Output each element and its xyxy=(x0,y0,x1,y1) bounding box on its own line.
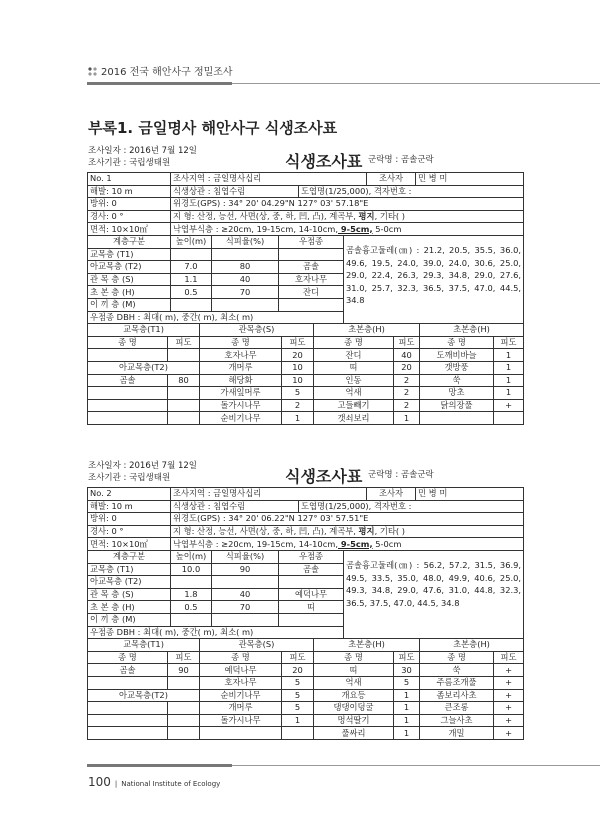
table-row xyxy=(88,676,524,689)
layer-dominant: 예덕나무 xyxy=(279,588,344,601)
species-name: 주름조개풀 xyxy=(420,676,494,689)
species-name xyxy=(88,399,168,412)
cover-value: + xyxy=(494,702,524,715)
cover-value: 1 xyxy=(394,702,420,715)
survey-site: 조사지역 : 금일명사십리 xyxy=(171,173,367,186)
litter-options-end: 5-0cm xyxy=(372,223,402,234)
terrain-other: , 기타( ) xyxy=(374,526,405,537)
map-sheet: 도엽명(1/25,000), 격자번호 : xyxy=(299,185,524,198)
layer-header: 계층구분 xyxy=(88,235,171,248)
plot-area: 면적: 10×10㎡ xyxy=(88,223,171,236)
species-name: 해당화 xyxy=(200,374,282,387)
running-title: 2016 전국 해안사구 정밀조사 xyxy=(101,67,233,78)
species-name: 그늘사초 xyxy=(420,714,494,727)
page-number: 100 xyxy=(88,775,111,789)
surveyor-label: 조사자 xyxy=(367,488,416,501)
cover-value: 1 xyxy=(494,374,524,387)
species-name: 잔디 xyxy=(314,349,394,362)
species-name: 쑥 xyxy=(420,374,494,387)
litter-layer xyxy=(171,223,524,236)
column-header: 종 명 xyxy=(314,336,394,349)
map-sheet: 도엽명(1/25,000), 격자번호 : xyxy=(299,500,524,513)
layer-group-header: 초본층(H) xyxy=(314,324,420,337)
layer-name: 아교목층 (T2) xyxy=(88,576,171,589)
cover-value: 1 xyxy=(282,714,314,727)
cover-value: 10 xyxy=(282,361,314,374)
species-name: 호자나무 xyxy=(200,676,282,689)
species-name xyxy=(88,727,168,740)
species-name: 큰조롱 xyxy=(420,702,494,715)
species-name: 갯쇠보리 xyxy=(314,412,394,425)
survey-site: 조사지역 : 금일명사십리 xyxy=(171,488,367,501)
species-table xyxy=(87,323,524,425)
species-name: 띠 xyxy=(314,361,394,374)
cover-value: 2 xyxy=(394,387,420,400)
species-name: 멍석딸기 xyxy=(314,714,394,727)
layer-height: 0.5 xyxy=(171,601,212,614)
cover-value: 80 xyxy=(168,374,200,387)
table-row xyxy=(88,714,524,727)
survey-agency: 조사기관 : 국립생태원 xyxy=(88,473,171,483)
form-title: 식생조사표 xyxy=(285,152,363,171)
layer-group-header: 관목층(S) xyxy=(200,639,314,652)
species-name: 가새잎머루 xyxy=(200,387,282,400)
terrain-selected: 평지 xyxy=(358,211,375,222)
species-name xyxy=(88,349,168,362)
layer-dominant: 띠 xyxy=(279,601,344,614)
physiognomy: 식생상관 : 침엽수림 xyxy=(171,185,299,198)
column-header: 피도 xyxy=(168,336,200,349)
layer-dominant: 잔디 xyxy=(279,286,344,299)
cover-value: 1 xyxy=(394,714,420,727)
layer-dominant xyxy=(279,613,344,626)
form-title: 식생조사표 xyxy=(285,467,363,486)
site-info-table xyxy=(87,172,524,324)
cover-value xyxy=(168,349,200,362)
column-header: 피도 xyxy=(494,651,524,664)
species-name: 순비기나무 xyxy=(200,689,282,702)
dbh-girth-note: 곰솔흉고둘레(㎝) : 21.2, 20.5, 35.5, 36.0, 49.6, 19.5, 24.0, 39.0, 24.0, 30.6, 25.0, 29.0, 22.4, 26.3, 29.3, 34.8, 29.0, 27.6, 31.0, 25.7, 32.3, 36.5, 37.5, 47.0, 44.5, 34.8 xyxy=(344,235,524,323)
layer-group-header: 초본층(H) xyxy=(420,639,524,652)
column-header: 종 명 xyxy=(314,651,394,664)
cover-value: 40 xyxy=(394,349,420,362)
cover-value: 5 xyxy=(282,702,314,715)
table-row xyxy=(88,689,524,702)
layer-cover: 40 xyxy=(212,588,279,601)
footer-org: National Institute of Ecology xyxy=(121,780,221,788)
species-name: 도깨비바늘 xyxy=(420,349,494,362)
cover-value xyxy=(168,676,200,689)
cover-value: 1 xyxy=(494,387,524,400)
layer-header: 우점종 xyxy=(279,235,344,248)
species-name: 띠 xyxy=(314,664,394,677)
slope: 경사: 0 ° xyxy=(88,210,171,223)
layer-cover xyxy=(212,613,279,626)
layer-group-header: 교목층(T1) xyxy=(88,639,200,652)
column-header: 종 명 xyxy=(200,336,282,349)
page-title: 부록1. 금일명사 해안사구 식생조사표 xyxy=(88,119,338,137)
slope: 경사: 0 ° xyxy=(88,525,171,538)
layer-name: 관 목 층 (S) xyxy=(88,588,171,601)
species-name xyxy=(88,387,168,400)
surveyor-name: 민 병 미 xyxy=(416,173,524,186)
layer-cover: 70 xyxy=(212,601,279,614)
litter-layer xyxy=(171,538,524,551)
column-header: 피도 xyxy=(282,336,314,349)
cover-value: 10 xyxy=(282,374,314,387)
species-name: 풀싸리 xyxy=(314,727,394,740)
species-name: 아교목층(T2) xyxy=(88,361,200,374)
surveyor-name: 민 병 미 xyxy=(416,488,524,501)
cover-value: 2 xyxy=(282,399,314,412)
layer-name: 이 끼 층 (M) xyxy=(88,298,171,311)
dbh-girth-note: 곰솔흉고둘레(㎝) : 56.2, 57.2, 31.5, 36.9, 49.5, 33.5, 35.0, 48.0, 49.9, 40.6, 25.0, 49.3, 34.8, 29.0, 47.6, 31.0, 44.8, 32.3, 36.5, 37.5, 47.0, 44.5, 34.8 xyxy=(344,550,524,638)
litter-options-end: 5-0cm xyxy=(372,538,402,549)
footer-rule xyxy=(87,765,600,766)
table-row xyxy=(88,374,524,387)
layer-height xyxy=(171,248,212,261)
column-header: 피도 xyxy=(394,651,420,664)
litter-selected: 9-5cm, xyxy=(338,223,373,234)
column-header: 피도 xyxy=(394,336,420,349)
plot-number: No. 1 xyxy=(88,173,171,186)
survey-agency: 조사기관 : 국립생태원 xyxy=(88,158,171,168)
layer-cover: 80 xyxy=(212,261,279,274)
layer-name: 관 목 층 (S) xyxy=(88,273,171,286)
table-row xyxy=(88,349,524,362)
table-row xyxy=(88,387,524,400)
layer-height xyxy=(171,613,212,626)
layer-header: 식피율(%) xyxy=(212,550,279,563)
species-name: 아교목층(T2) xyxy=(88,689,200,702)
layer-dominant: 곰솔 xyxy=(279,563,344,576)
survey-date: 조사일자 : 2016년 7월 12일 xyxy=(88,146,198,156)
table-row xyxy=(88,727,524,740)
cover-value xyxy=(168,399,200,412)
litter-options: 낙엽부식층 : ≥20cm, 19-15cm, 14-10cm, xyxy=(173,538,338,549)
layer-height: 7.0 xyxy=(171,261,212,274)
layer-height: 10.0 xyxy=(171,563,212,576)
cover-value: 1 xyxy=(494,349,524,362)
cover-value: + xyxy=(494,676,524,689)
column-header: 종 명 xyxy=(420,336,494,349)
species-name xyxy=(88,714,168,727)
dominant-dbh: 우점종 DBH : 최대( m), 중간( m), 최소( m) xyxy=(88,311,344,324)
species-table xyxy=(87,638,524,740)
layer-cover xyxy=(212,248,279,261)
column-header: 종 명 xyxy=(88,651,168,664)
layer-dominant: 호자나무 xyxy=(279,273,344,286)
layer-dominant: 곰솔 xyxy=(279,261,344,274)
terrain xyxy=(171,210,524,223)
survey-date: 조사일자 : 2016년 7월 12일 xyxy=(88,461,198,471)
layer-dominant xyxy=(279,298,344,311)
column-header: 피도 xyxy=(494,336,524,349)
community-name: 군락명 : 곰솔군락 xyxy=(368,155,434,165)
cover-value xyxy=(168,412,200,425)
terrain-options: 지 형: 산정, 능선, 사면(상, 중, 하, 凹, 凸), 계곡부, xyxy=(173,211,359,222)
layer-header: 높이(m) xyxy=(171,235,212,248)
cover-value xyxy=(168,714,200,727)
species-name xyxy=(88,676,168,689)
cover-value: 90 xyxy=(168,664,200,677)
layer-height: 1.1 xyxy=(171,273,212,286)
species-name: 망초 xyxy=(420,387,494,400)
table-row xyxy=(88,702,524,715)
cover-value: 1 xyxy=(394,412,420,425)
layer-name: 이 끼 층 (M) xyxy=(88,613,171,626)
cover-value: + xyxy=(494,399,524,412)
cover-value: 20 xyxy=(282,349,314,362)
species-name xyxy=(88,412,168,425)
column-header: 종 명 xyxy=(200,651,282,664)
cover-value: + xyxy=(494,714,524,727)
cover-value xyxy=(168,387,200,400)
species-name: 개머루 xyxy=(200,702,282,715)
species-name: 개요등 xyxy=(314,689,394,702)
cover-value: 20 xyxy=(282,664,314,677)
gps-coordinates: 위경도(GPS) : 34° 20' 06.22"N 127° 03' 57.51"E xyxy=(171,513,524,526)
layer-height: 0.5 xyxy=(171,286,212,299)
layer-dominant xyxy=(279,248,344,261)
aspect: 방위: 0 xyxy=(88,198,171,211)
layer-dominant xyxy=(279,576,344,589)
litter-options: 낙엽부식층 : ≥20cm, 19-15cm, 14-10cm, xyxy=(173,223,338,234)
layer-name: 아교목층 (T2) xyxy=(88,261,171,274)
layer-height: 1.8 xyxy=(171,588,212,601)
species-name: 돌가시나무 xyxy=(200,714,282,727)
cover-value: 1 xyxy=(282,412,314,425)
table-row xyxy=(88,361,524,374)
column-header: 피도 xyxy=(282,651,314,664)
species-name: 좀보리사초 xyxy=(420,689,494,702)
layer-height xyxy=(171,576,212,589)
header-rule xyxy=(87,83,600,84)
plot-area: 면적: 10×10㎡ xyxy=(88,538,171,551)
species-name: 순비기나무 xyxy=(200,412,282,425)
cover-value xyxy=(168,727,200,740)
altitude: 해발: 10 m xyxy=(88,185,171,198)
table-row xyxy=(88,399,524,412)
dots-icon xyxy=(88,67,97,76)
litter-selected: 9-5cm, xyxy=(338,538,373,549)
species-name: 댕댕이덩굴 xyxy=(314,702,394,715)
column-header: 종 명 xyxy=(420,651,494,664)
cover-value: 2 xyxy=(394,399,420,412)
layer-name: 초 본 층 (H) xyxy=(88,286,171,299)
terrain xyxy=(171,525,524,538)
surveyor-label: 조사자 xyxy=(367,173,416,186)
cover-value: 20 xyxy=(394,361,420,374)
species-name: 억새 xyxy=(314,387,394,400)
layer-cover: 40 xyxy=(212,273,279,286)
cover-value: 2 xyxy=(394,374,420,387)
column-header: 피도 xyxy=(168,651,200,664)
table-row xyxy=(88,412,524,425)
species-name: 인동 xyxy=(314,374,394,387)
species-name: 개머루 xyxy=(200,361,282,374)
species-name: 억새 xyxy=(314,676,394,689)
species-name: 쑥 xyxy=(420,664,494,677)
species-name: 예덕나무 xyxy=(200,664,282,677)
species-name xyxy=(200,727,282,740)
community-name: 군락명 : 곰솔군락 xyxy=(368,470,434,480)
cover-value: 5 xyxy=(282,387,314,400)
layer-name: 교목층 (T1) xyxy=(88,248,171,261)
cover-value: + xyxy=(494,664,524,677)
cover-value: + xyxy=(494,727,524,740)
layer-cover: 90 xyxy=(212,563,279,576)
cover-value: + xyxy=(494,689,524,702)
layer-name: 교목층 (T1) xyxy=(88,563,171,576)
layer-header: 높이(m) xyxy=(171,550,212,563)
layer-group-header: 관목층(S) xyxy=(200,324,314,337)
footer: 100 | National Institute of Ecology xyxy=(88,775,221,789)
layer-group-header: 초본층(H) xyxy=(314,639,420,652)
species-name: 닭의장풀 xyxy=(420,399,494,412)
layer-height xyxy=(171,298,212,311)
cover-value: 5 xyxy=(282,676,314,689)
layer-name: 초 본 층 (H) xyxy=(88,601,171,614)
table-row xyxy=(88,664,524,677)
physiognomy: 식생상관 : 침엽수림 xyxy=(171,500,299,513)
layer-group-header: 초본층(H) xyxy=(420,324,524,337)
cover-value xyxy=(494,412,524,425)
layer-cover xyxy=(212,298,279,311)
species-name: 돌가시나무 xyxy=(200,399,282,412)
plot-number: No. 2 xyxy=(88,488,171,501)
cover-value: 1 xyxy=(494,361,524,374)
layer-cover: 70 xyxy=(212,286,279,299)
altitude: 해발: 10 m xyxy=(88,500,171,513)
gps-coordinates: 위경도(GPS) : 34° 20' 04.29"N 127° 03' 57.18"E xyxy=(171,198,524,211)
cover-value: 5 xyxy=(394,676,420,689)
cover-value xyxy=(282,727,314,740)
cover-value: 30 xyxy=(394,664,420,677)
cover-value: 1 xyxy=(394,689,420,702)
column-header: 종 명 xyxy=(88,336,168,349)
layer-header: 식피율(%) xyxy=(212,235,279,248)
species-name: 곰솔 xyxy=(88,664,168,677)
dominant-dbh: 우점종 DBH : 최대( m), 중간( m), 최소( m) xyxy=(88,626,344,639)
running-header xyxy=(88,63,233,78)
cover-value: 5 xyxy=(282,689,314,702)
terrain-options: 지 형: 산정, 능선, 사면(상, 중, 하, 凹, 凸), 계곡부, xyxy=(173,526,359,537)
species-name: 갯방풍 xyxy=(420,361,494,374)
layer-header: 계층구분 xyxy=(88,550,171,563)
layer-header: 우점종 xyxy=(279,550,344,563)
species-name: 곰솔 xyxy=(88,374,168,387)
species-name xyxy=(420,412,494,425)
species-name: 호자나무 xyxy=(200,349,282,362)
species-name: 개밀 xyxy=(420,727,494,740)
aspect: 방위: 0 xyxy=(88,513,171,526)
cover-value: 1 xyxy=(394,727,420,740)
layer-cover xyxy=(212,576,279,589)
terrain-other: , 기타( ) xyxy=(374,211,405,222)
terrain-selected: 평지 xyxy=(358,526,375,537)
layer-group-header: 교목층(T1) xyxy=(88,324,200,337)
species-name: 고들빼기 xyxy=(314,399,394,412)
site-info-table xyxy=(87,487,524,639)
cover-value xyxy=(168,702,200,715)
species-name xyxy=(88,702,168,715)
